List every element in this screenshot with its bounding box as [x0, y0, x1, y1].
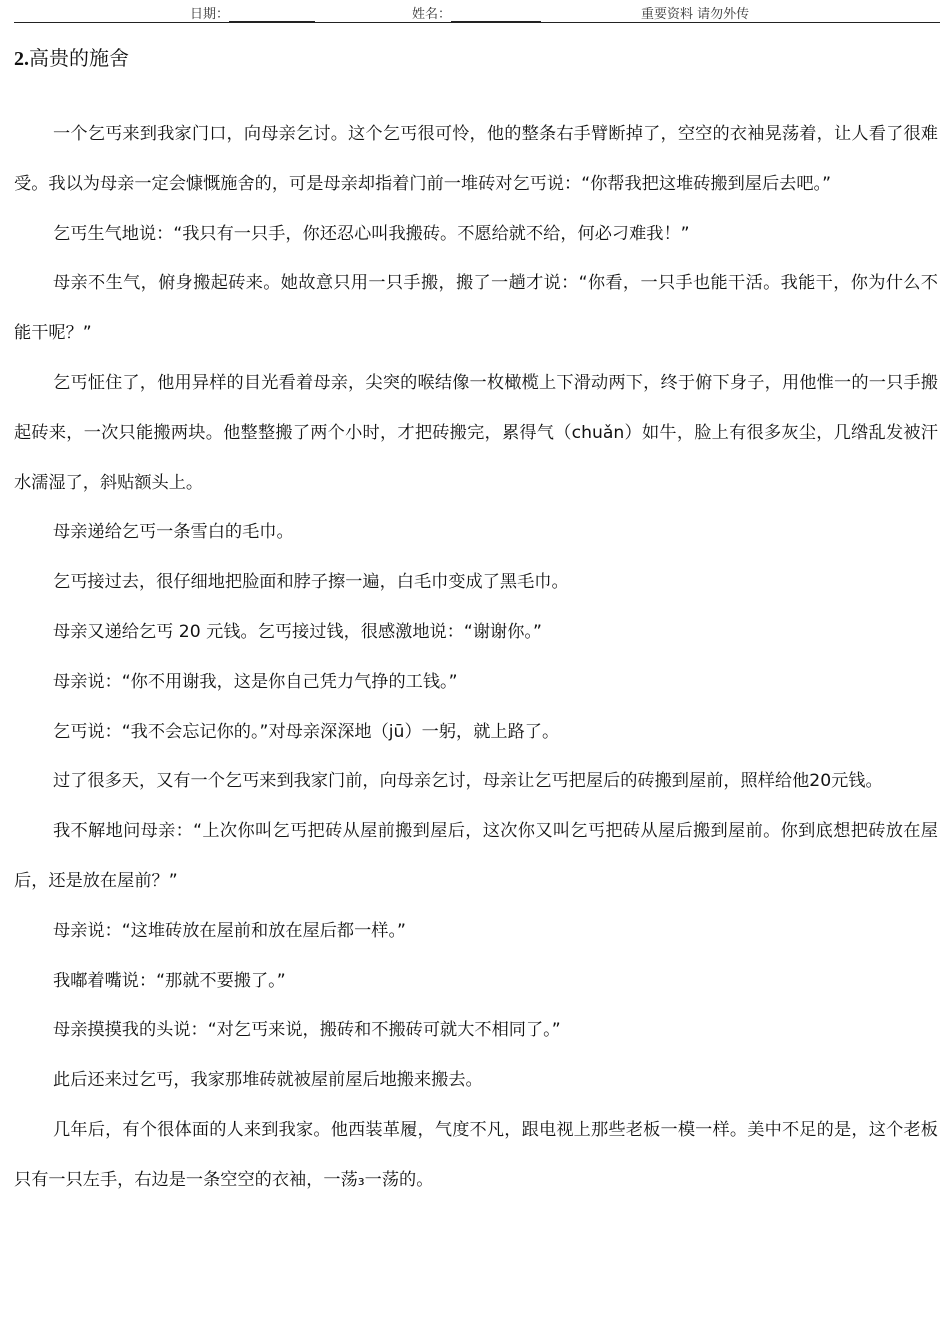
paragraph: 我嘟着嘴说：“那就不要搬了。” — [53, 970, 286, 991]
article-body — [14, 110, 938, 1206]
paragraph: 母亲不生气，俯身搬起砖来。她故意只用一只手搬，搬了一趟才说：“你看，一只手也能干活。我能干，你为什么不能干呢？” — [14, 273, 938, 344]
paragraph: 几年后，有个很体面的人来到我家。他西装革履，气度不凡，跟电视上那些老板一模一样。美中不足的是，这个老板只有一只左手，右边是一条空空的衣袖，一荡₃一荡的。 — [14, 1119, 938, 1190]
paragraph: 母亲说：“你不用谢我，这是你自己凭力气挣的工钱。” — [53, 671, 458, 692]
paragraph: 乞丐怔住了，他用异样的目光看着母亲，尖突的喉结像一枚橄榄上下滑动两下，终于俯下身子，用他惟一的一只手搬起砖来，一次只能搬两块。他整整搬了两个小时，才把砖搬完，累得气（chuǎn）如牛，脸上有很多灰尘，几绺乱发被汗水濡湿了，斜贴额头上。 — [14, 372, 938, 493]
article-title — [14, 42, 129, 71]
paragraph: 母亲又递给乞丐 20 元钱。乞丐接过钱，很感激地说：“谢谢你。” — [53, 621, 542, 642]
paragraph: 过了很多天，又有一个乞丐来到我家门前，向母亲乞讨，母亲让乞丐把屋后的砖搬到屋前，照样给他20元钱。 — [53, 771, 883, 792]
paragraph: 我不解地问母亲：“上次你叫乞丐把砖从屋前搬到屋后，这次你又叫乞丐把砖从屋后搬到屋前。你到底想把砖放在屋后，还是放在屋前？” — [14, 821, 938, 891]
name-label: 姓名： — [412, 7, 452, 22]
date-blank — [229, 8, 315, 22]
paragraph: 此后还来过乞丐，我家那堆砖就被屋前屋后地搬来搬去。 — [53, 1070, 483, 1091]
date-label: 日期： — [190, 7, 230, 22]
date-field — [190, 3, 315, 22]
name-field — [412, 3, 541, 22]
paragraph: 母亲摸摸我的头说：“对乞丐来说，搬砖和不搬砖可就大不相同了。” — [53, 1020, 561, 1041]
name-blank — [451, 8, 541, 22]
paragraph: 母亲递给乞丐一条雪白的毛巾。 — [53, 522, 294, 543]
title-number: 2. — [14, 48, 29, 70]
title-text: 高贵的施舍 — [29, 46, 129, 70]
paragraph: 母亲说：“这堆砖放在屋前和放在屋后都一样。” — [53, 920, 406, 941]
paragraph: 乞丐接过去，很仔细地把脸面和脖子擦一遍，白毛巾变成了黑毛巾。 — [53, 572, 569, 593]
paragraph: 乞丐说：“我不会忘记你的。”对母亲深深地（jū）一躬，就上路了。 — [53, 721, 560, 742]
confidential-notice: 重要资料 请勿外传 — [641, 7, 750, 22]
page-header — [14, 0, 940, 23]
paragraph: 一个乞丐来到我家门口，向母亲乞讨。这个乞丐很可怜，他的整条右手臂断掉了，空空的衣袖晃荡着，让人看了很难受。我以为母亲一定会慷慨施舍的，可是母亲却指着门前一堆砖对乞丐说：“你帮我把这堆砖搬到屋后去吧。” — [14, 124, 938, 194]
paragraph: 乞丐生气地说：“我只有一只手，你还忍心叫我搬砖。不愿给就不给，何必刁难我！” — [53, 223, 690, 244]
